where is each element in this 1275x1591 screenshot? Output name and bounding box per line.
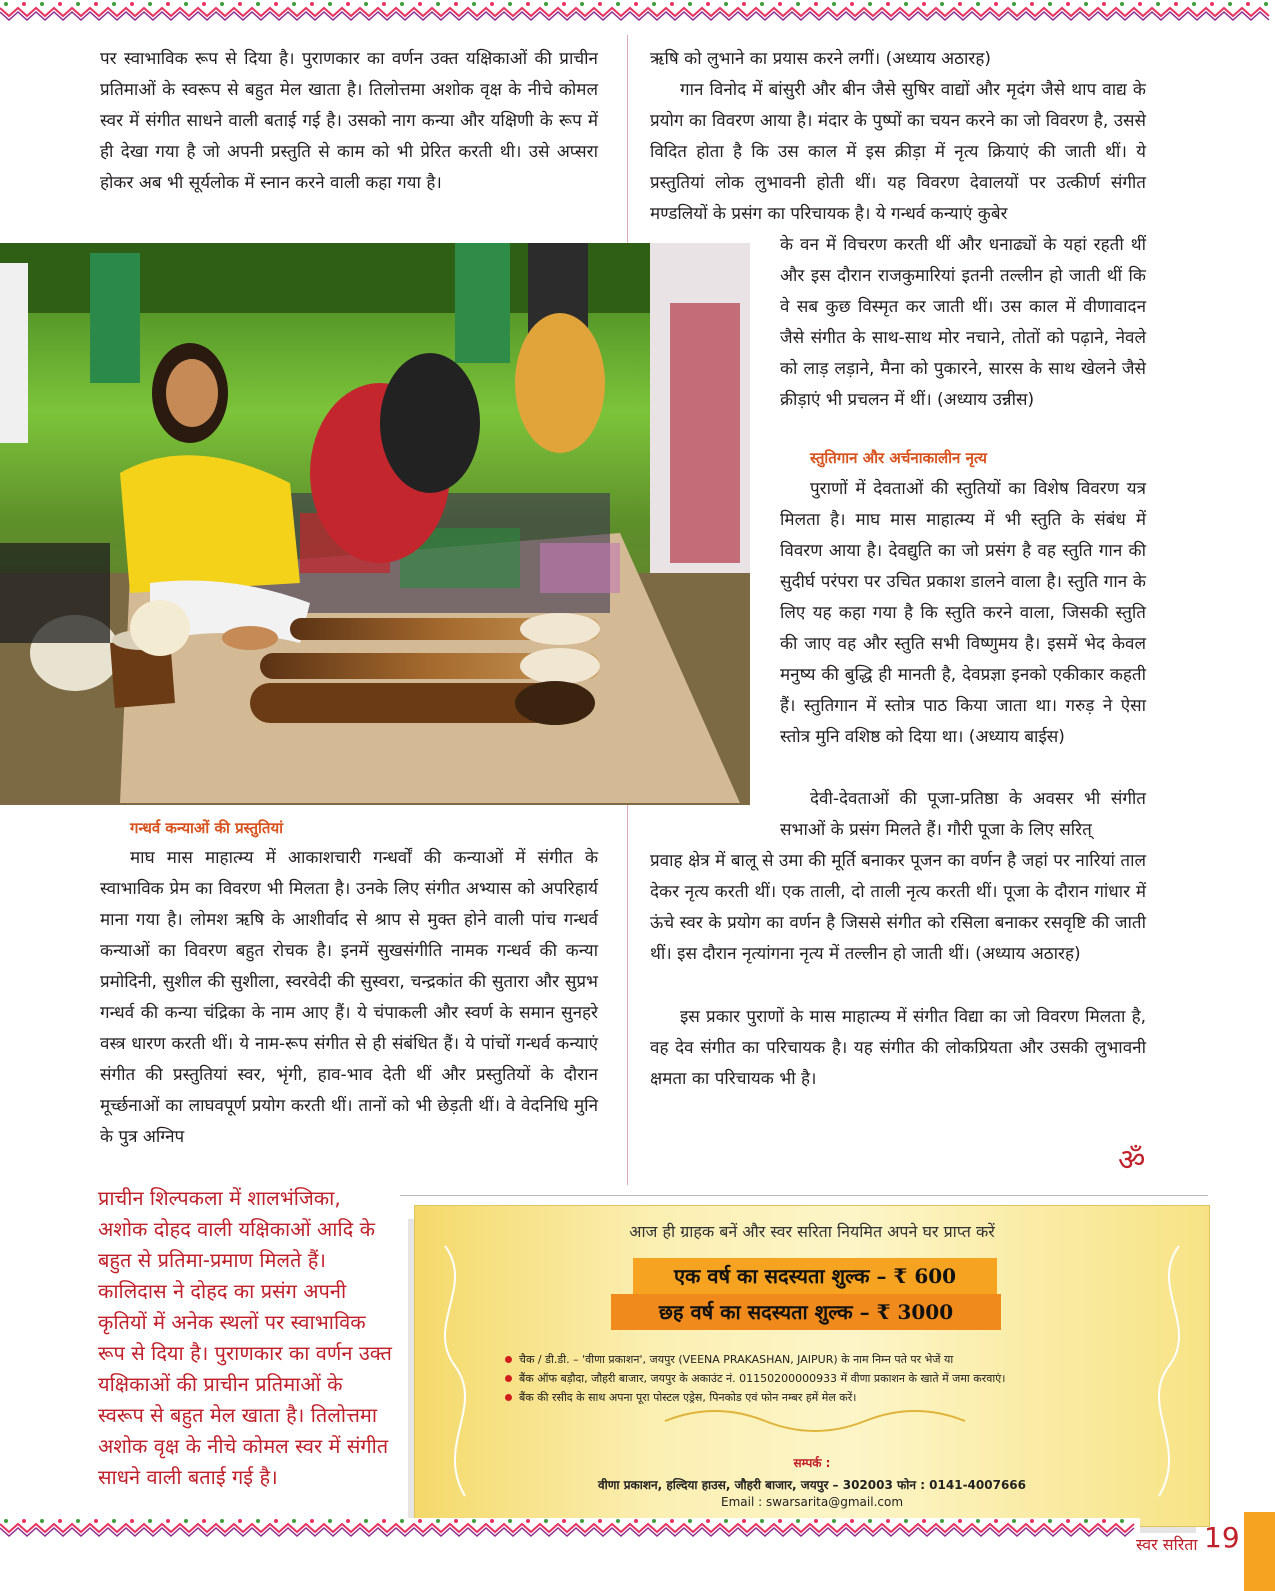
border-dot bbox=[256, 1519, 260, 1523]
border-dot bbox=[508, 2, 512, 6]
border-dot bbox=[292, 2, 296, 6]
border-dot bbox=[256, 2, 260, 6]
border-dot bbox=[1174, 2, 1178, 6]
border-dot bbox=[202, 1519, 206, 1523]
border-dot bbox=[94, 2, 98, 6]
border-dot bbox=[454, 1519, 458, 1523]
border-dot bbox=[346, 1519, 350, 1523]
devi-paragraph-wide: प्रवाह क्षेत्र में बालू से उमा की मूर्ति बनाकर पूजन का वर्णन है जहां पर नारियां ताल देकर नृत्य करती थीं। एक ताली, दो ताली नृत्य करती थीं। पूजा के दौरान गांधार में ऊंचे स्वर के प्रयोग का वर्णन है जिससे संगीत को रसिला बनाकर रसवृष्टि की जाती थीं। इस दौरान नृत्यांगना नृत्य में तल्लीन हो जाती थीं। (अध्याय अठारह) bbox=[650, 851, 1147, 964]
border-dot bbox=[40, 1519, 44, 1523]
devi-paragraph-narrow: देवी-देवताओं की पूजा-प्रतिष्ठा के अवसर भी संगीत सभाओं के प्रसंग मिलते हैं। गौरी पूजा के लिए सरित् bbox=[780, 789, 1146, 840]
border-dot bbox=[472, 1519, 476, 1523]
border-dot bbox=[688, 2, 692, 6]
border-dot bbox=[382, 2, 386, 6]
border-dot bbox=[904, 2, 908, 6]
border-dot bbox=[508, 1519, 512, 1523]
border-dot bbox=[976, 2, 980, 6]
border-dot bbox=[760, 1519, 764, 1523]
contact-address: वीणा प्रकाशन, हल्दिया हाउस, जौहरी बाजार, जयपुर – 302003 फोन : 0141-4007666 bbox=[597, 1478, 1027, 1492]
border-dot bbox=[832, 2, 836, 6]
border-dot bbox=[670, 2, 674, 6]
border-dot bbox=[544, 2, 548, 6]
magazine-name: स्वर सरिता bbox=[1136, 1535, 1198, 1554]
border-dot bbox=[238, 1519, 242, 1523]
border-dot bbox=[940, 1519, 944, 1523]
border-dot bbox=[112, 2, 116, 6]
border-dot bbox=[184, 2, 188, 6]
border-dot bbox=[382, 1519, 386, 1523]
border-dot bbox=[778, 2, 782, 6]
border-dot bbox=[1156, 2, 1160, 6]
border-dot bbox=[994, 1519, 998, 1523]
border-dot bbox=[490, 2, 494, 6]
border-dot bbox=[1066, 1519, 1070, 1523]
border-dot bbox=[22, 1519, 26, 1523]
border-dot bbox=[796, 1519, 800, 1523]
border-dot bbox=[400, 2, 404, 6]
border-dot bbox=[580, 2, 584, 6]
border-dot bbox=[1084, 1519, 1088, 1523]
border-dot bbox=[346, 2, 350, 6]
border-dot bbox=[868, 1519, 872, 1523]
border-dot bbox=[400, 1519, 404, 1523]
border-dot bbox=[652, 1519, 656, 1523]
fee-one-year: एक वर्ष का सदस्यता शुल्क – ₹ 600 bbox=[633, 1258, 997, 1294]
border-dot bbox=[994, 2, 998, 6]
veena-instrument-icon bbox=[250, 613, 600, 725]
border-dot bbox=[724, 1519, 728, 1523]
conclusion-paragraph: इस प्रकार पुराणों के मास माहात्म्य में संगीत विद्या का जो विवरण मिलता है, वह देव संगीत का परिचायक है। यह संगीत की लोकप्रियता और उसकी लुभावनी क्षमता का परिचायक भी है। bbox=[650, 1007, 1146, 1089]
musician-photo bbox=[0, 243, 750, 805]
border-dot bbox=[868, 2, 872, 6]
instruction-item: बैंक ऑफ बड़ौदा, जौहरी बाजार, जयपुर के अकाउंट नं. 01150200000933 में वीणा प्रकाशन के खाते में जमा करवाएं। bbox=[505, 1369, 1195, 1388]
border-dot bbox=[940, 2, 944, 6]
border-dot bbox=[4, 1519, 8, 1523]
border-dot bbox=[310, 2, 314, 6]
border-dot bbox=[220, 2, 224, 6]
border-dot bbox=[958, 2, 962, 6]
border-dot bbox=[922, 1519, 926, 1523]
subscription-headline: आज ही ग्राहक बनें और स्वर सरिता नियमित अपने घर प्राप्त करें bbox=[629, 1222, 995, 1241]
border-dot bbox=[1120, 2, 1124, 6]
border-dot bbox=[436, 2, 440, 6]
border-dot bbox=[886, 1519, 890, 1523]
column-1-top-paragraph: पर स्वाभाविक रूप से दिया है। पुराणकार का वर्णन उक्त यक्षिकाओं की प्राचीन प्रतिमाओं के स्वरूप से बहुत मेल खाता है। तिलोत्तमा अशोक वृक्ष के नीचे कोमल स्वर में संगीत साधने वाली बताई गई है। उसको नाग कन्या और यक्षिणी के रूप में ही देखा गया है जो अपनी प्रस्तुति से काम को भी प्रेरित करती थी। उसे अप्सरा होकर अब भी सूर्यलोक में स्नान करने वाली कहा गया है। bbox=[100, 49, 598, 193]
bottom-decorative-border bbox=[0, 1518, 1140, 1540]
border-dot bbox=[76, 1519, 80, 1523]
border-dot bbox=[706, 2, 710, 6]
border-dot bbox=[4, 2, 8, 6]
border-dot bbox=[1084, 2, 1088, 6]
page-number: 19 bbox=[1204, 1521, 1240, 1554]
border-dot bbox=[1264, 2, 1268, 6]
border-dot bbox=[166, 2, 170, 6]
border-dot bbox=[724, 2, 728, 6]
border-dot bbox=[112, 1519, 116, 1523]
border-dot bbox=[1012, 1519, 1016, 1523]
border-dot bbox=[220, 1519, 224, 1523]
border-dot bbox=[778, 1519, 782, 1523]
border-dot bbox=[526, 2, 530, 6]
border-dot bbox=[328, 1519, 332, 1523]
border-dot bbox=[562, 1519, 566, 1523]
border-dot bbox=[418, 1519, 422, 1523]
border-dot bbox=[850, 1519, 854, 1523]
section-heading-gandharva: गन्धर्व कन्याओं की प्रस्तुतियां bbox=[130, 819, 284, 837]
border-dot bbox=[1138, 2, 1142, 6]
border-dot bbox=[130, 1519, 134, 1523]
border-dot bbox=[832, 1519, 836, 1523]
border-dot bbox=[22, 2, 26, 6]
border-dot bbox=[922, 2, 926, 6]
border-dot bbox=[166, 1519, 170, 1523]
border-dot bbox=[364, 2, 368, 6]
border-dot bbox=[490, 1519, 494, 1523]
border-dot bbox=[706, 1519, 710, 1523]
border-dot bbox=[40, 2, 44, 6]
border-dot bbox=[184, 1519, 188, 1523]
border-dot bbox=[904, 1519, 908, 1523]
border-dot bbox=[886, 2, 890, 6]
border-dot bbox=[1030, 2, 1034, 6]
border-dot bbox=[1246, 2, 1250, 6]
border-dot bbox=[760, 2, 764, 6]
contact-label: सम्पर्क : bbox=[793, 1456, 831, 1470]
border-dot bbox=[1192, 2, 1196, 6]
border-dot bbox=[418, 2, 422, 6]
border-dot bbox=[976, 1519, 980, 1523]
border-dot bbox=[796, 2, 800, 6]
border-dot bbox=[634, 2, 638, 6]
border-dot bbox=[1120, 1519, 1124, 1523]
border-dot bbox=[148, 1519, 152, 1523]
top-decorative-border bbox=[0, 0, 1275, 22]
border-dot bbox=[1102, 1519, 1106, 1523]
border-dot bbox=[544, 1519, 548, 1523]
border-dot bbox=[814, 1519, 818, 1523]
border-dot bbox=[1048, 2, 1052, 6]
stuti-paragraph: पुराणों में देवताओं की स्तुतियों का विशेष विवरण यत्र मिलता है। माघ मास माहात्म्य में भी स्तुति के संबंध में विवरण आया है। देवद्युति का जो प्रसंग है वह स्तुति गान की सुदीर्घ परंपरा पर उचित प्रकाश डालने वाला है। स्तुति गान के लिए यह कहा गया है कि स्तुति करने वाला, जिसकी स्तुति की जाए वह और स्तुति सभी विष्णुमय है। इसमें भेद केवल मनुष्य की बुद्धि ही मानती है, देवप्रज्ञा इनको एकीकार कहती हैं। स्तुतिगान में स्तोत्र पाठ किया जाता था। गरुड़ ने ऐसा स्तोत्र मुनि वशिष्ठ को दिया था। (अध्याय बाईस) bbox=[780, 479, 1146, 747]
subscription-instructions bbox=[505, 1350, 1195, 1407]
border-dot bbox=[202, 2, 206, 6]
border-dot bbox=[580, 1519, 584, 1523]
border-dot bbox=[436, 1519, 440, 1523]
border-dot bbox=[148, 2, 152, 6]
column-2-wide-paragraph: गान विनोद में बांसुरी और बीन जैसे सुषिर वाद्यों और मृदंग जैसे थाप वाद्य के प्रयोग का विवरण आया है। मंदार के पुष्पों का चयन करने का जो विवरण है, उससे विदित होता है कि उस काल में इस क्रीड़ा में नृत्य क्रियाएं की जाती थीं। ये प्रस्तुतियां लोक लुभावनी होती थीं। यह विवरण देवालयों पर उत्कीर्ण संगीत मण्डलियों के प्रसंग का परिचायक है। ये गन्धर्व कन्याएं कुबेर bbox=[650, 80, 1146, 224]
border-dot bbox=[472, 2, 476, 6]
fee-six-year: छह वर्ष का सदस्यता शुल्क – ₹ 3000 bbox=[611, 1294, 1001, 1330]
border-dot bbox=[1066, 2, 1070, 6]
border-dot bbox=[1012, 2, 1016, 6]
border-dot bbox=[634, 1519, 638, 1523]
contact-email[interactable]: Email : swarsarita@gmail.com bbox=[720, 1495, 904, 1509]
border-dot bbox=[292, 1519, 296, 1523]
border-dot bbox=[274, 1519, 278, 1523]
subscription-frame-line bbox=[400, 1195, 1208, 1196]
end-ornament-icon: ॐ bbox=[1118, 1143, 1146, 1178]
border-dot bbox=[58, 1519, 62, 1523]
border-dot bbox=[310, 1519, 314, 1523]
pull-quote: प्राचीन शिल्पकला में शालभंजिका, अशोक दोहद वाली यक्षिकाओं आदि के बहुत से प्रतिमा-प्रमाण मिलते हैं। कालिदास ने दोहद का प्रसंग अपनी कृतियों में अनेक स्थलों पर स्वाभाविक रूप से दिया है। पुराणकार का वर्णन उक्त यक्षिकाओं की प्राचीन प्रतिमाओं के स्वरूप से बहुत मेल खाता है। तिलोत्तमा अशोक वृक्ष के नीचे कोमल स्वर में संगीत साधने वाली बताई गई है। bbox=[98, 1186, 392, 1489]
border-dot bbox=[850, 2, 854, 6]
border-dot bbox=[454, 2, 458, 6]
border-dot bbox=[688, 1519, 692, 1523]
border-dot bbox=[652, 2, 656, 6]
border-dot bbox=[598, 2, 602, 6]
border-dot bbox=[1048, 1519, 1052, 1523]
border-dot bbox=[742, 1519, 746, 1523]
instruction-item: बैंक की रसीद के साथ अपना पूरा पोस्टल एड्रेस, पिनकोड एवं फोन नम्बर हमें मेल करें। bbox=[505, 1388, 1195, 1407]
border-dot bbox=[670, 1519, 674, 1523]
column-2-intro-line: ऋषि को लुभाने का प्रयास करने लगीं। (अध्याय अठारह) bbox=[650, 49, 992, 69]
border-dot bbox=[616, 2, 620, 6]
border-dot bbox=[814, 2, 818, 6]
border-dot bbox=[238, 2, 242, 6]
subscription-advert bbox=[414, 1205, 1210, 1527]
border-dot bbox=[742, 2, 746, 6]
column-2-narrow-paragraph: के वन में विचरण करती थीं और धनाढ्यों के यहां रहती थीं और इस दौरान राजकुमारियां इतनी तल्लीन हो जाती थीं कि वे सब कुछ विस्मृत कर जाती थीं। उस काल में वीणावादन जैसे संगीत के साथ-साथ मोर नचाने, तोतों को पढ़ाने, नेवले को लाड़ लड़ाने, मैना को पुकारने, सारस के साथ खेलने जैसे क्रीड़ाएं भी प्रचलन में थीं। (अध्याय उन्नीस) bbox=[780, 235, 1146, 410]
page-corner-tab bbox=[1244, 1512, 1275, 1591]
border-dot bbox=[1210, 2, 1214, 6]
section-heading-stuti: स्तुतिगान और अर्चनाकालीन नृत्य bbox=[810, 449, 987, 467]
border-dot bbox=[130, 2, 134, 6]
gandharva-paragraph: माघ मास माहात्म्य में आकाशचारी गन्धर्वों की कन्याओं में संगीत के स्वाभाविक प्रेम का विवरण भी मिलता है। उनके लिए संगीत अभ्यास को अपरिहार्य माना गया है। लोमश ऋषि के आशीर्वाद से श्राप से मुक्त होने वाली पांच गन्धर्व कन्याओं का विवरण बहुत रोचक है। इनमें सुखसंगीति नामक गन्धर्व की कन्या प्रमोदिनी, सुशील की सुशीला, स्वरवेदी की सुस्वरा, चन्द्रकांत की सुतारा और सुप्रभ गन्धर्व की कन्या चंद्रिका के नाम आए हैं। ये चंपाकली और स्वर्ण के समान सुनहरे वस्त्र धारण करती थीं। ये नाम-रूप संगीत से ही संबंधित हैं। ये पांचों गन्धर्व कन्याएं संगीत की प्रस्तुतियां स्वर, भृंगी, हाव-भाव देती थीं और प्रस्तुतियों के दौरान मूर्च्छनाओं का लाघवपूर्ण प्रयोग करती थीं। तानों को भी छेड़ती थीं। वे वेदनिधि मुनि के पुत्र अग्निप bbox=[100, 848, 598, 1147]
border-dot bbox=[1030, 1519, 1034, 1523]
border-dot bbox=[1228, 2, 1232, 6]
border-dot bbox=[364, 1519, 368, 1523]
border-dot bbox=[562, 2, 566, 6]
border-dot bbox=[58, 2, 62, 6]
border-dot bbox=[274, 2, 278, 6]
border-dot bbox=[94, 1519, 98, 1523]
border-dot bbox=[1102, 2, 1106, 6]
instruction-item: चैक / डी.डी. – 'वीणा प्रकाशन', जयपुर (VEENA PRAKASHAN, JAIPUR) के नाम निम्न पते पर भेजें या bbox=[505, 1350, 1195, 1369]
border-dot bbox=[616, 1519, 620, 1523]
border-dot bbox=[328, 2, 332, 6]
border-dot bbox=[526, 1519, 530, 1523]
border-dot bbox=[958, 1519, 962, 1523]
border-dot bbox=[598, 1519, 602, 1523]
border-dot bbox=[76, 2, 80, 6]
